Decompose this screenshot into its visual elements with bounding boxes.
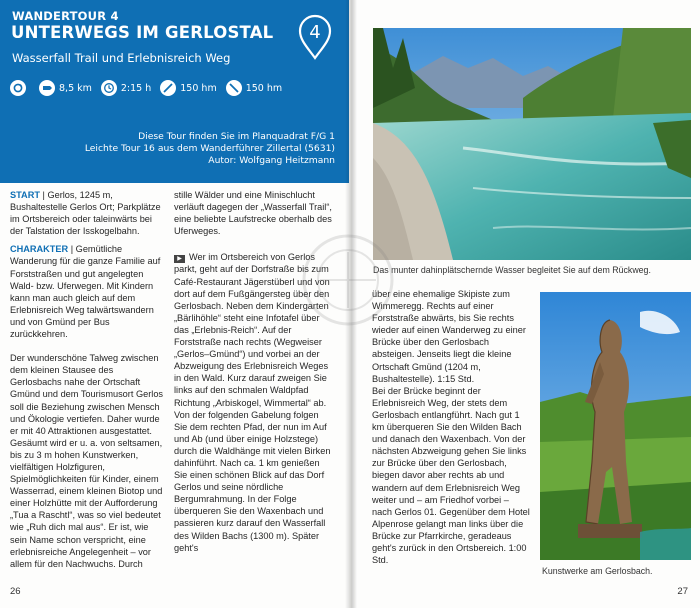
clock-icon (101, 80, 117, 96)
distance-icon (39, 80, 55, 96)
right-text-column (372, 288, 530, 572)
meta-planquadrat: Diese Tour finden Sie im Planquadrat F/G 1 (138, 131, 335, 142)
charakter-text: | Gemütliche Wanderung für die ganze Familie auf Forststraßen und gut angelegten Wald- bzw. Uferwegen. Mit Kindern kann man auch gleich auf dem Erlebnisreich Weg talwärtswandern und von Gmünd per Bus zurückkehren. (10, 244, 161, 340)
map-pin-icon (297, 14, 333, 60)
route-text: Wer im Ortsbereich von Gerlos parkt, geht auf der Dorfstraße bis zum Café-Restaurant Jägerstüberl und von dort auf dem Fußgängersteg über den Gerlosbach. Neben dem Kindergarten „Bärlihöhle“ steht eine Infotafel über das „Erlebnis-Reich“. Auf der Forststraße nach rechts (Wegweiser „Gerlos–Gmünd“) und vorbei an der Abzweigung des Erlebnisreich Weges in den Wald. Kurz darauf zweigen Sie links auf den schmalen Waldpfad Richtung „Arbiskogel, Wimmertal“ ab. Von der folgenden Gabelung folgen Sie dem rechten Pfad, der nun im Auf und Ab (und über einige Holzstege) durch die Waldhänge mit vielen Birken dahinführt. Nach ca. 1 km genießen Sie einen schönen Blick auf das Dorf Gerlos und seine nördliche Bergumrahmung. In der Folge überqueren Sie den Waxenbach und passieren kurz darauf den Wasserfall des Wilden Bachs (1300 m). Später geht's (174, 252, 331, 553)
charakter-paragraph (10, 243, 164, 340)
tour-subtitle: Wasserfall Trail und Erlebnisreich Weg (12, 51, 231, 65)
stat-descent (226, 80, 282, 96)
start-text: | Gerlos, 1245 m, Bushaltestelle Gerlos Ort; Parkplätze im Ortsbereich oder taleinwärts bei der Talstation der Isskogelbahn. (10, 190, 161, 237)
tour-meta (85, 131, 335, 167)
meta-source: Leichte Tour 16 aus dem Wanderführer Zillertal (5631) (84, 143, 335, 154)
page-number-right: 27 (677, 586, 688, 597)
tour-title: UNTERWEGS IM GERLOSTAL (11, 23, 274, 42)
wimmeregg-paragraph: über eine ehemalige Skipiste zum Wimmeregg. Rechts auf einer Forststraße abwärts, bis Sie rechts wieder auf einen Wanderweg zu einer Brücke über den Gerlosbach absteigen. Jenseits liegt die kleine Ortschaft Gmünd (1204 m, Bushaltestelle). 1:15 Std. (372, 289, 526, 384)
meta-author: Autor: Wolfgang Heitzmann (208, 155, 335, 166)
erlebnisreich-paragraph: Bei der Brücke beginnt der Erlebnisreich Weg, der stets dem Gerlosbach entlangführt. Nach gut 1 km überqueren Sie den Wilden Bach und danach den Waxenbach. Von der nächsten Abzweigung gehen Sie links zur Brücke über den Gerlosbach, biegen davor aber rechts ab und wandern auf dem Erlebnisreich Weg weiter und – am Friedhof vorbei – nach Gerlos 01. Gegenüber dem Hotel Alpenrose gelangt man links über die Brücke zur Pfarrkirche, geradeaus geht's zurück in den Ortsbereich. 1:00 Std. (372, 385, 530, 566)
ascent-icon (160, 80, 176, 96)
page-number-left: 26 (10, 586, 21, 597)
tour-header (0, 0, 349, 183)
watermark-logo-icon (300, 232, 396, 328)
tour-number: 4 (309, 22, 321, 43)
start-label: START (10, 190, 40, 200)
photo-caption-river: Das munter dahinplätschernde Wasser begleitet Sie auf dem Rückweg. (373, 265, 651, 275)
left-page (0, 0, 349, 608)
play-icon: ▶ (174, 255, 185, 263)
stat-descent-value: 150 hm (245, 82, 283, 94)
trail-paragraph: stille Wälder und eine Minischlucht verläuft dagegen der „Wasserfall Trail“, eine beliebte Laufstrecke oberhalb des Uferweges. (174, 190, 332, 237)
stat-route (10, 80, 30, 96)
route-loop-icon (10, 80, 26, 96)
descent-icon (226, 80, 242, 96)
start-paragraph (10, 189, 164, 237)
river-photo (373, 28, 691, 260)
charakter-label: CHARAKTER (10, 244, 69, 255)
stat-ascent-value: 150 hm (180, 82, 217, 94)
right-page (351, 0, 700, 608)
tour-stats (10, 78, 291, 98)
stat-distance-value: 8,5 km (59, 82, 92, 94)
photo-caption-sculpture: Kunstwerke am Gerlosbach. (542, 566, 653, 576)
stat-ascent (160, 80, 216, 96)
tour-kicker: WANDERTOUR 4 (12, 9, 119, 23)
sculpture-photo (540, 292, 691, 560)
left-text-column-1 (10, 189, 164, 576)
intro-paragraph: Der wunderschöne Talweg zwischen dem kleinen Stausee des Gerlosbachs nahe der Ortschaft Gmünd und dem Tourismusort Gerlos soll die Beziehung zwischen Mensch und Ökologie vertiefen. Daher wurde er mit 40 Attraktionen ausgestattet. Gesäumt wird er u. a. von seltsamen, bis zu 3 m hohen Kunstwerken, vielfältigen Holzfiguren, Spielmöglichkeiten für Kinder, einem Wasserrad, einem kleinen Biotop und einer Holzhütte mit der Aufforderung „Tua a Raschtl“, was so viel bedeutet wie „Ruh dich mal aus“. Er ist, wie sein Name schon verspricht, eine erlebnisreiche Angelegenheit – vor allem für den Nachwuchs. Durch (10, 353, 164, 569)
stat-duration-value: 2:15 h (120, 82, 152, 94)
stat-distance (39, 80, 92, 96)
stat-duration (101, 80, 151, 96)
